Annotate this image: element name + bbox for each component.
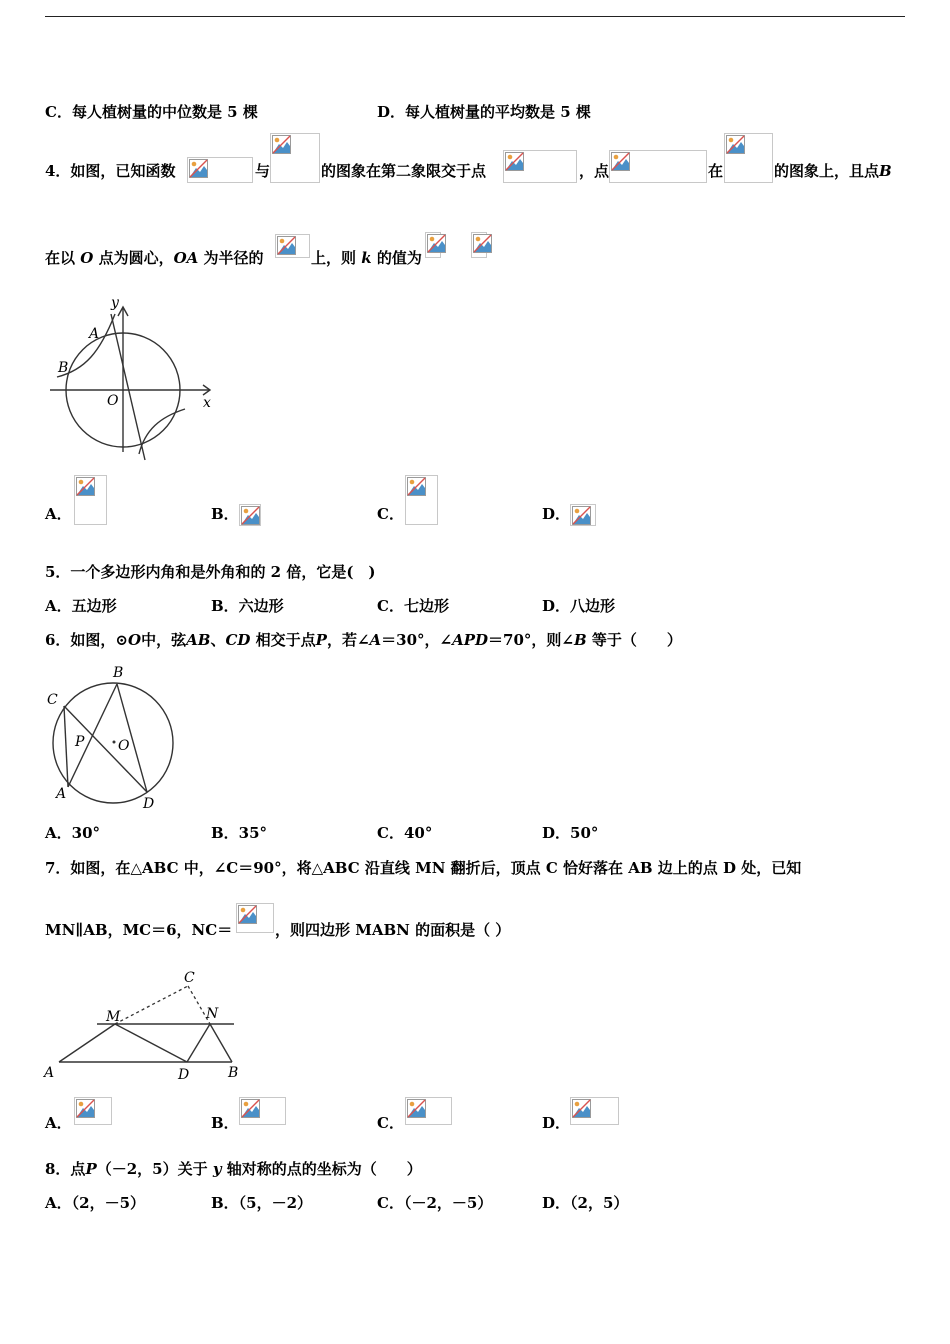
- q6-option-b: B．35°: [211, 824, 268, 842]
- q6-option-d: D．50°: [542, 824, 599, 842]
- q7-label-b: B: [228, 1065, 239, 1081]
- formula-image: [74, 475, 107, 525]
- broken-image-icon: [611, 152, 630, 171]
- broken-image-icon: [241, 1099, 260, 1118]
- q7-figure: [42, 965, 247, 1083]
- broken-image-icon: [427, 234, 446, 253]
- header-rule: [45, 16, 905, 17]
- formula-image: [405, 1097, 452, 1125]
- broken-image-icon: [272, 135, 291, 154]
- q4-label-o: O: [107, 393, 119, 409]
- q6-figure: [42, 660, 182, 815]
- formula-image: [236, 903, 274, 933]
- q4-option-a: A．: [45, 505, 72, 523]
- broken-image-icon: [277, 236, 296, 255]
- broken-image-icon: [572, 506, 591, 525]
- q8-text: 8．点P（－2，5）关于 y 轴对称的点的坐标为（ ）: [45, 1160, 422, 1178]
- q7-text-2: MN∥AB，MC＝6，NC＝: [45, 921, 233, 939]
- q7-label-d: D: [178, 1067, 190, 1083]
- q6-option-a: A．30°: [45, 824, 101, 842]
- q5-option-a: A．五边形: [45, 597, 117, 615]
- q8-option-a: A．（2，－5）: [45, 1194, 146, 1212]
- q6-label-o: O: [118, 738, 130, 754]
- q4-label-y: y: [111, 295, 119, 311]
- q7-label-m: M: [106, 1009, 121, 1025]
- q6-label-a: A: [56, 786, 67, 802]
- q7-option-d: D．: [542, 1114, 571, 1132]
- q7-option-b: B．: [211, 1114, 239, 1132]
- q7-label-a: A: [44, 1065, 55, 1081]
- q4-text-4: ，点: [579, 162, 610, 180]
- q7-text-1: 7．如图，在△ABC 中，∠C＝90°，将△ABC 沿直线 MN 翻折后，顶点 C 恰好落在 AB 边上的点 D 处，已知: [45, 859, 802, 877]
- formula-image: [570, 504, 596, 526]
- q5-option-c: C．七边形: [377, 597, 449, 615]
- broken-image-icon: [407, 477, 426, 496]
- broken-image-icon: [473, 234, 492, 253]
- broken-image-icon: [76, 477, 95, 496]
- q4-option-c: C．: [377, 505, 404, 523]
- q7-option-a: A．: [45, 1114, 72, 1132]
- q4-option-d: D．: [542, 505, 571, 523]
- q7-text-3: ，则四边形 MABN 的面积是（ ）: [275, 921, 511, 939]
- q4-text-1: 4．如图，已知函数: [45, 162, 176, 180]
- formula-image: [239, 1097, 286, 1125]
- formula-image: [270, 133, 320, 183]
- formula-image: [425, 232, 441, 258]
- q6-label-b: B: [113, 665, 124, 681]
- q4-label-b: B: [58, 360, 69, 376]
- formula-image: [724, 133, 773, 183]
- q7-label-c: C: [184, 970, 195, 986]
- formula-image: [74, 1097, 112, 1125]
- broken-image-icon: [189, 159, 208, 178]
- formula-image: [570, 1097, 619, 1125]
- broken-image-icon: [505, 152, 524, 171]
- broken-image-icon: [572, 1099, 591, 1118]
- q7-label-n: N: [206, 1006, 219, 1022]
- q4-label-a: A: [89, 326, 100, 342]
- q4-figure: [45, 292, 220, 464]
- q7-option-c: C．: [377, 1114, 404, 1132]
- broken-image-icon: [241, 506, 260, 525]
- broken-image-icon: [238, 905, 257, 924]
- q4-label-x: x: [203, 395, 211, 411]
- q5-option-d: D．八边形: [542, 597, 616, 615]
- broken-image-icon: [76, 1099, 95, 1118]
- q6-label-p: P: [75, 734, 85, 750]
- formula-image: [609, 150, 707, 183]
- q6-text: 6．如图，⊙O中，弦AB、CD 相交于点P，若∠A＝30°，∠APD＝70°，则∠B 等于（ ）: [45, 631, 682, 649]
- q3-option-c: C．每人植树量的中位数是 5 棵: [45, 103, 258, 121]
- q4-text-6: 的图象上，且点B: [774, 162, 892, 180]
- formula-image: [239, 504, 261, 526]
- q5-text: 5．一个多边形内角和是外角和的 2 倍，它是( ): [45, 563, 376, 581]
- q6-label-c: C: [47, 692, 58, 708]
- q8-option-c: C．（－2，－5）: [377, 1194, 493, 1212]
- formula-image: [503, 150, 577, 183]
- q6-option-c: C．40°: [377, 824, 433, 842]
- q4-text-3: 的图象在第二象限交于点: [321, 162, 487, 180]
- q8-option-b: B．（5，－2）: [211, 1194, 313, 1212]
- formula-image: [405, 475, 438, 525]
- q5-option-b: B．六边形: [211, 597, 284, 615]
- broken-image-icon: [726, 135, 745, 154]
- q4-text-8: 上，则 k 的值为: [311, 249, 422, 267]
- formula-image: [471, 232, 487, 258]
- q3-option-d: D．每人植树量的平均数是 5 棵: [377, 103, 591, 121]
- q8-option-d: D．（2，5）: [542, 1194, 629, 1212]
- q6-label-d: D: [143, 796, 155, 812]
- q4-text-5: 在: [708, 162, 724, 180]
- q4-option-b: B．: [211, 505, 239, 523]
- formula-image: [275, 234, 310, 258]
- q4-text-2: 与: [255, 162, 271, 180]
- broken-image-icon: [407, 1099, 426, 1118]
- q4-text-7: 在以 O 点为圆心，OA 为半径的: [45, 249, 264, 267]
- formula-image: [187, 157, 253, 183]
